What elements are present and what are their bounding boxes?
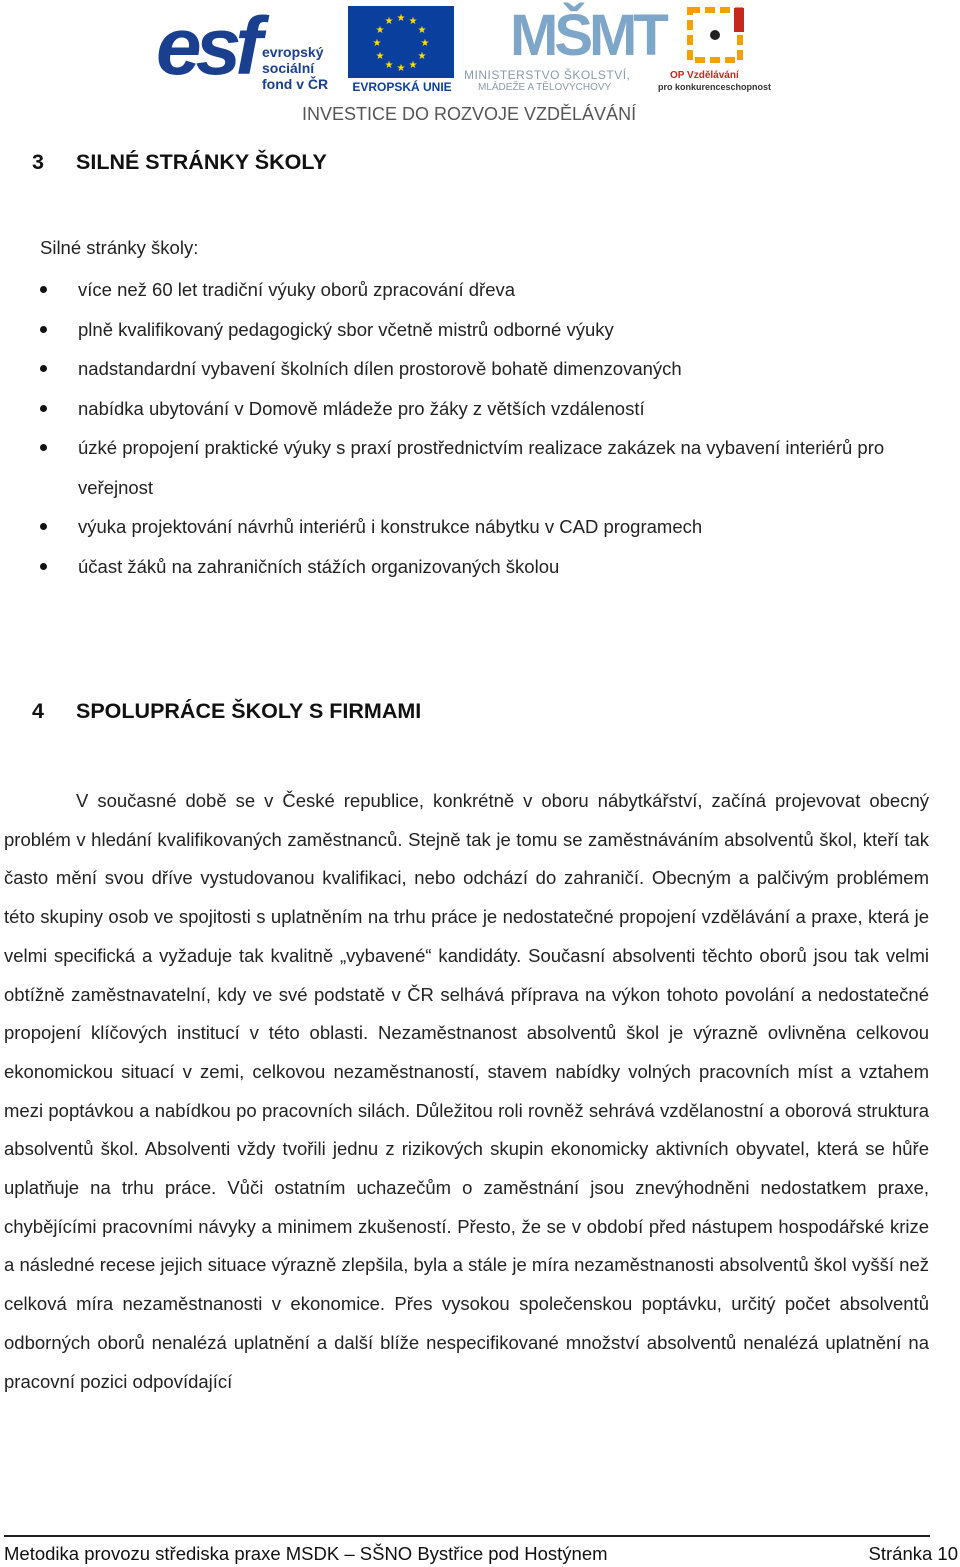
bullet-icon: [40, 405, 47, 412]
svg-text:★: ★: [420, 38, 430, 49]
list-item-text: nadstandardní vybavení školních dílen prostorově bohatě dimenzovaných: [78, 358, 682, 379]
msmt-logo: [462, 3, 665, 96]
bullet-icon: [40, 444, 47, 451]
bullet-icon: [40, 326, 47, 333]
section4-paragraph: [4, 782, 929, 1401]
esf-line: sociální: [262, 60, 315, 76]
list-item-text: účast žáků na zahraničních stážích organizovaných školou: [78, 555, 560, 577]
section4-number: 4: [32, 699, 44, 723]
eu-flag-icon: [348, 6, 454, 78]
svg-text:★: ★: [417, 25, 427, 36]
svg-text:★: ★: [375, 25, 385, 36]
list-item: [0, 270, 960, 310]
svg-text:★: ★: [408, 16, 418, 27]
bullet-icon: [40, 365, 47, 372]
op-line1: OP Vzdělávání: [670, 70, 739, 81]
svg-text:★: ★: [375, 51, 385, 62]
section3-number: 3: [32, 150, 44, 174]
bullet-icon: [40, 286, 47, 293]
list-item: [0, 428, 960, 507]
svg-text:★: ★: [417, 51, 427, 62]
list-item-text: výuka projektování návrhů interiérů i konstrukce nábytku v CAD programech: [78, 516, 703, 537]
esf-logo-mark: esf: [156, 1, 257, 92]
op-emblem-icon: [656, 4, 786, 68]
esf-logo: [154, 1, 344, 94]
list-item: [0, 310, 960, 350]
list-item: [0, 507, 960, 547]
list-item: [0, 389, 960, 429]
section4-paragraph-text: V současné době se v České republice, konkrétně v oboru nábytkářství, začíná projevovat obecný problém v hledání kvalifikovaných zaměstnanců. Stejně tak je tomu se zaměstnáváním absolventů škol, kteří tak často mění svou dříve vystudovanou kvalifikaci, nebo odchází do zahraničí. Obecným a palčivým problémem této skupiny osob ve spojitosti s uplatněním na trhu práce je nedostatečné propojení vzdělávání a praxe, která je velmi specifická a vyžaduje tak kvalitně „vybavené“ kandidáty. Současní absolventi těchto oborů jsou tak velmi obtížně zaměstnavatelní, kdy ve své podstatě v ČR selhává příprava na výkon tohoto povolání a nedostatečné propojení klíčových institucí v této oblasti. Nezaměstnanost absolventů škol je výrazně ovlivněna celkovou ekonomickou situací v zemi, celkovou nezaměstnaností, stavem nabídky volných pracovních míst a vztahem mezi poptávkou a nabídkou po pracovních silách. Důležitou roli rovněž sehrává vzdělanostní a oborová struktura absolventů škol. Absolventi vždy tvořili jednu z rizikových skupin ekonomicky aktivních obyvatel, která se hůře uplatňuje na trhu práce. Vůči ostatním uchazečům o zaměstnání jsou znevýhodněni nedostatkem praxe, chybějícími pracovními návyky a minimem zkušeností. Přesto, že se v období před nástupem hospodářské krize a následné recese jejich situace výrazně zlepšila, byla a stále je míra nezaměstnanosti absolventů škol vyšší než celková míra nezaměstnanosti v ekonomice. Přes vysokou společenskou poptávku, určitý počet absolventů odborných oborů nenalézá uplatnění a další blíže nespecifikované množství absolventů nenalézá uplatnění na pracovní pozici odpovídající: [4, 790, 929, 1392]
list-item-text: plně kvalifikovaný pedagogický sbor včetně mistrů odborné výuky: [78, 318, 614, 340]
esf-line: evropský: [262, 44, 324, 60]
svg-text:★: ★: [396, 13, 406, 24]
list-item: [0, 349, 960, 389]
eu-logo: [346, 4, 458, 94]
svg-text:★: ★: [384, 16, 394, 27]
svg-text:★: ★: [408, 60, 418, 71]
msmt-logo-mark: MŠMT: [510, 3, 665, 68]
msmt-line2: MLÁDEŽE A TĚLOVÝCHOVY: [478, 82, 612, 93]
esf-logo-text: [262, 44, 328, 92]
section4-title: SPOLUPRÁCE ŠKOLY S FIRMAMI: [76, 699, 422, 723]
bullet-icon: [40, 523, 47, 530]
section3-intro: Silné stránky školy:: [40, 237, 199, 258]
list-item-text: nabídka ubytování v Domově mládeže pro žáky z větších vzdáleností: [78, 397, 645, 419]
footer-divider: [4, 1535, 930, 1537]
eu-label: EVROPSKÁ UNIE: [352, 80, 452, 94]
op-line2: pro konkurenceschopnost: [658, 82, 772, 92]
svg-text:★: ★: [372, 38, 382, 49]
msmt-line1: MINISTERSTVO ŠKOLSTVÍ,: [464, 68, 631, 82]
list-item-text: úzké propojení praktické výuky s praxí prostřednictvím realizace zakázek na vybavení interiérů pro veřejnost: [78, 437, 885, 498]
footer-document-title: Metodika provozu střediska praxe MSDK – SŠNO Bystřice pod Hostýnem: [4, 1543, 608, 1564]
section3-title: SILNÉ STRÁNKY ŠKOLY: [76, 150, 327, 174]
op-logo: [656, 4, 786, 96]
list-item-text: více než 60 let tradiční výuky oborů zpracování dřeva: [78, 279, 516, 300]
svg-text:★: ★: [384, 60, 394, 71]
strengths-list: [0, 270, 960, 586]
esf-line: fond v ČR: [262, 76, 329, 92]
list-item: [0, 547, 960, 587]
header-tagline: INVESTICE DO ROZVOJE VZDĚLÁVÁNÍ: [302, 104, 637, 124]
header-logos: [0, 0, 960, 135]
footer-page-number: Stránka 10: [868, 1543, 958, 1564]
svg-text:★: ★: [396, 63, 406, 74]
bullet-icon: [40, 563, 47, 570]
